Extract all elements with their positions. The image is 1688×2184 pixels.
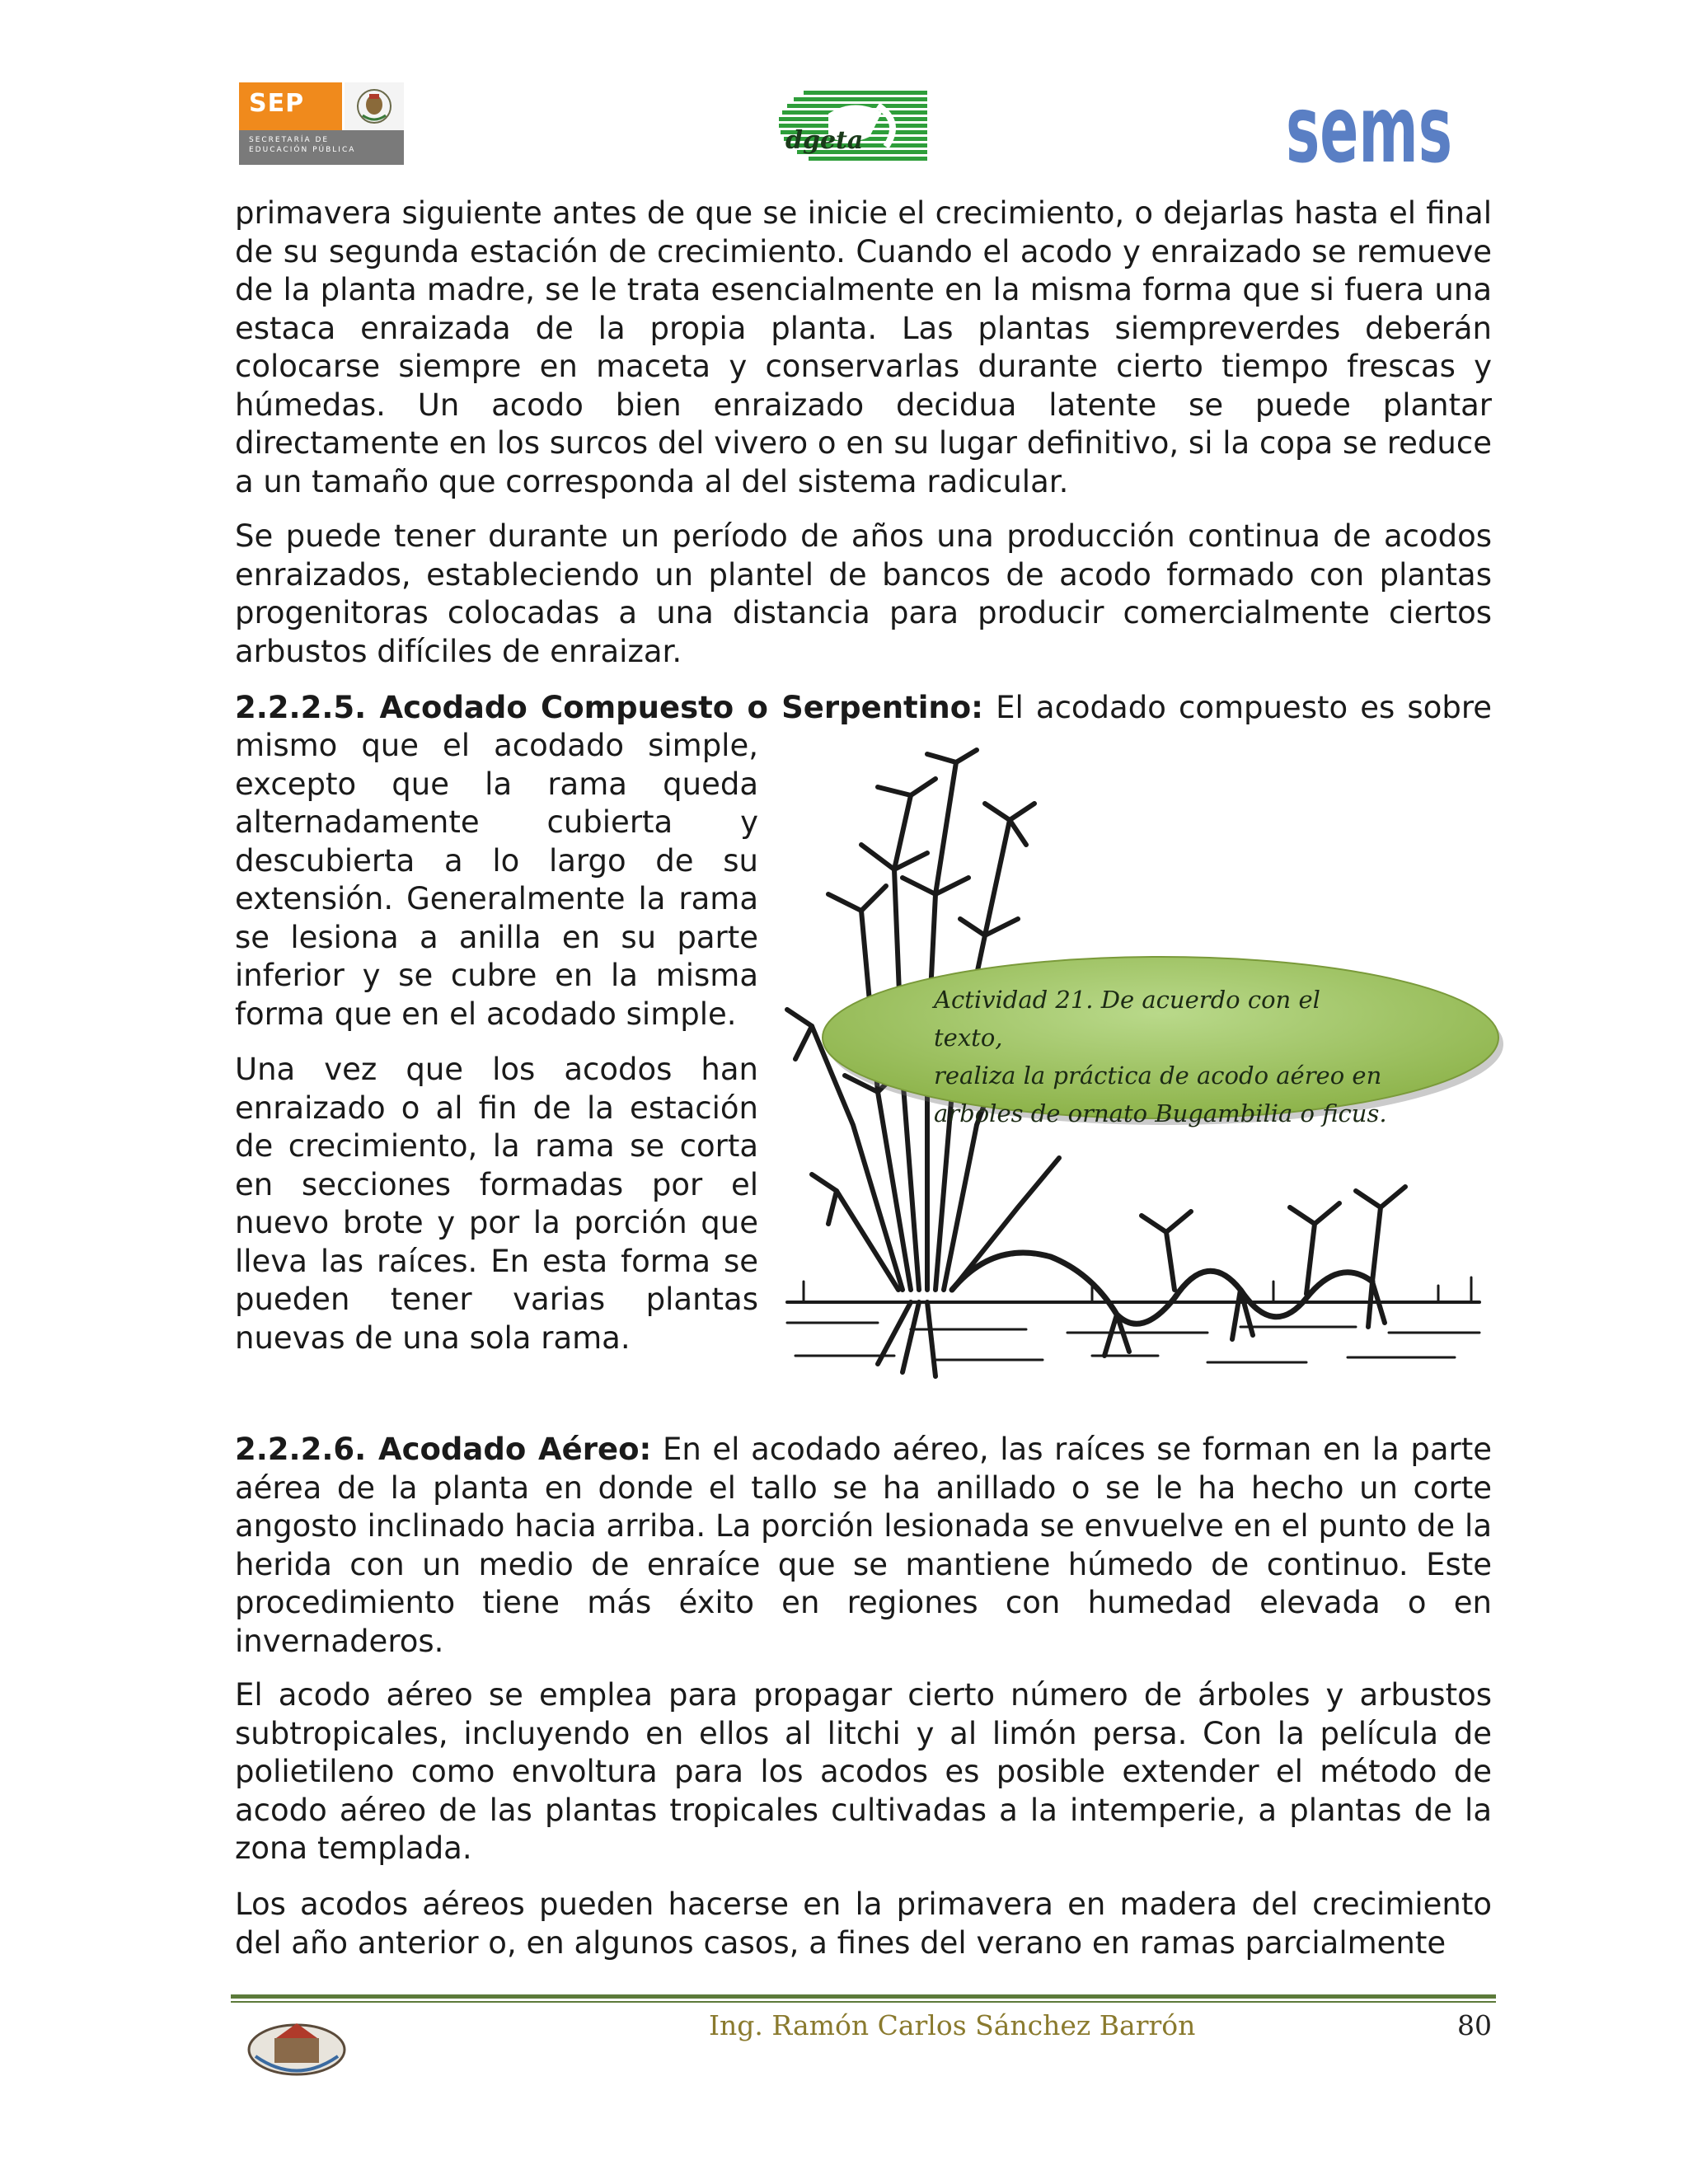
institution-crest-icon: [243, 2015, 350, 2081]
activity-line-2: realiza la práctica de acodo aéreo en: [934, 1062, 1382, 1090]
sems-logo: [1286, 79, 1455, 170]
section-2225-heading-line: [235, 689, 1492, 727]
section-2225-title: 2.2.2.5. Acodado Compuesto o Serpentino:: [235, 690, 983, 725]
paragraph-acodos-enraizado: Una vez que los acodos han enraizado o al fin de la estación de crecimiento, la rama se corta en secciones formadas por el nuevo brote y por la porción que lleva las raíces. En esta forma se pueden tener varias plantas nuevas de una sola rama.: [235, 1052, 758, 1356]
sems-logo-text: sems: [1286, 79, 1452, 170]
section-2225-lead: El acodado compuesto es sobre: [996, 690, 1492, 725]
footer-author: Ing. Ramón Carlos Sánchez Barrón: [709, 2009, 1196, 2041]
sep-logo-caption: [239, 130, 404, 165]
section-2226-body: En el acodado aéreo, las raíces se forman en la parte aérea de la planta en donde el tallo se ha anillado o se le ha hecho un corte angosto inclinado hacia arriba. La porción lesionada se envuelve en el punto de la herida con un medio de enraíce que se mantiene húmedo de continuo. Este procedimiento tiene más éxito en regiones con humedad elevada o en invernaderos.: [235, 1432, 1492, 1659]
page-number: 80: [1457, 2009, 1492, 2041]
sep-logo-orange-block: [239, 82, 342, 130]
paragraph-bancos-acodo: Se puede tener durante un período de años una producción continua de acodos enraizados, estableciendo un plantel de bancos de acodo formado con plantas progenitoras colocadas a una distancia para producir comercialmente ciertos arbustos difíciles de enraizar.: [235, 518, 1492, 669]
section-2226-title: 2.2.2.6. Acodado Aéreo:: [235, 1432, 652, 1467]
activity-callout-text: [934, 981, 1395, 1132]
activity-line-1: Actividad 21. De acuerdo con el texto,: [934, 986, 1320, 1052]
sep-logo-acronym: SEP: [249, 89, 305, 118]
sep-logo-line1: SECRETARÍA DE: [249, 136, 330, 144]
mexico-coat-of-arms-icon: [345, 82, 404, 130]
footer-rule: [231, 1994, 1496, 1999]
dgeta-logo-text: dgeta: [785, 126, 864, 155]
paragraph-acodado-compuesto: mismo que el acodado simple, excepto que la rama queda alternadamente cubierta y descubierta a lo largo de su extensión. Generalmente la rama se lesiona a anilla en su parte inferior y se cubre en la misma forma que en el acodado simple.: [235, 728, 758, 1032]
dgeta-logo: [779, 89, 931, 162]
paragraph-acodado-aereo: [235, 1431, 1492, 1661]
paragraph-acodo-aereo-uses: El acodo aéreo se emplea para propagar cierto número de árboles y arbustos subtropicales, incluyendo en ellos al litchi y al limón persa. Con la película de polietileno como envoltura para los acodos es posible extender el método de acodo aéreo de las plantas tropicales cultivadas a la intemperie, a plantas de la zona templada.: [235, 1677, 1492, 1866]
footer-rule-thin: [231, 2001, 1496, 2003]
sep-logo: [239, 82, 404, 165]
paragraph-acodos-aereos-timing: Los acodos aéreos pueden hacerse en la primavera en madera del crecimiento del año anterior o, en algunos casos, a fines del verano en ramas parcialmente: [235, 1886, 1492, 1961]
sep-logo-line2: EDUCACIÓN PÚBLICA: [249, 146, 356, 154]
activity-line-3: arboles de ornato Bugambilia o ficus.: [934, 1099, 1387, 1127]
paragraph-acodo-removal: primavera siguiente antes de que se inicie el crecimiento, o dejarlas hasta el final de su segunda estación de crecimiento. Cuando el acodo y enraizado se remueve de la planta madre, se le trata esencialmente en la misma forma que si fuera una estaca enraizada de la propia planta. Las plantas siempreverdes deberán colocarse siempre en maceta y conservarlas durante cierto tiempo frescas y húmedas. Un acodo bien enraizado decidua latente se puede plantar directamente en los surcos del vivero o en su lugar definitivo, si la copa se reduce a un tamaño que corresponda al del sistema radicular.: [235, 195, 1492, 499]
